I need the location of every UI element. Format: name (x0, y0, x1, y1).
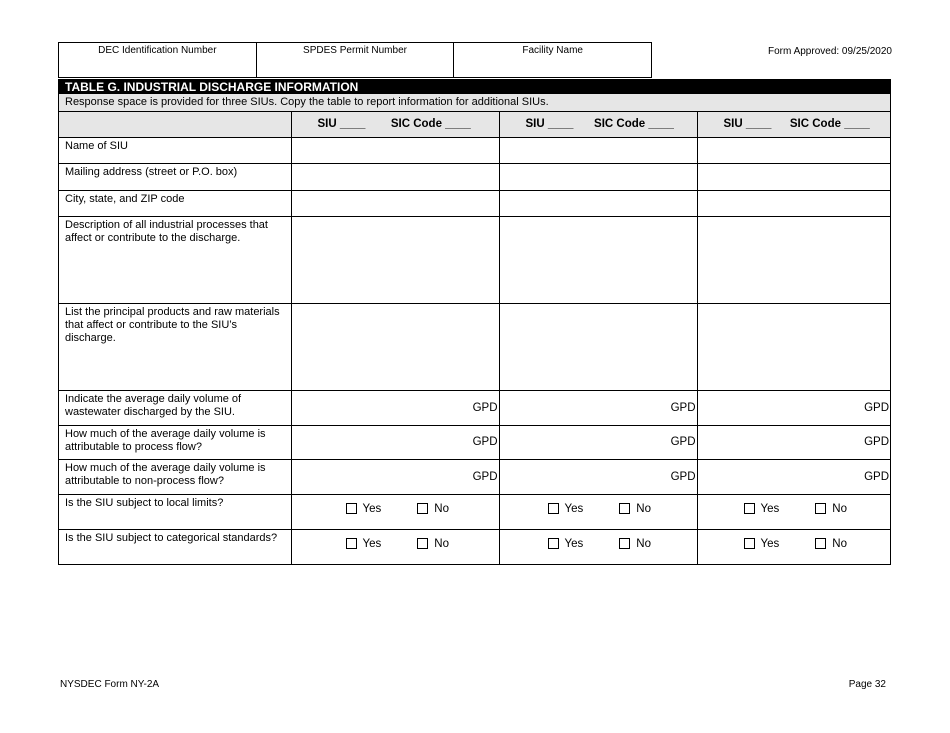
label-products: List the principal products and raw materials that affect or contribute to the SIU’s discharge. (59, 303, 291, 390)
siu-3-avg-volume-input[interactable] (697, 390, 890, 425)
siu-1-avg-volume-input[interactable] (291, 390, 499, 425)
gpd-unit: GPD (670, 470, 696, 483)
checkbox-icon (744, 538, 755, 549)
siu-2-label: SIU ____ (525, 118, 574, 131)
checkbox-icon (619, 538, 630, 549)
no-label: No (434, 537, 449, 550)
row-process-flow (59, 425, 890, 459)
facility-name-label: Facility Name (522, 45, 583, 56)
checkbox-icon (346, 503, 357, 514)
row-nonprocess-flow (59, 459, 890, 494)
sic-1-label: SIC Code ____ (390, 118, 471, 131)
row-local-limits (59, 494, 890, 529)
label-categorical: Is the SIU subject to categorical standards? (59, 529, 291, 564)
dec-id-field[interactable] (59, 43, 257, 77)
no-checkbox[interactable] (815, 503, 847, 515)
no-checkbox[interactable] (417, 538, 449, 550)
form-approved-date: Form Approved: 09/25/2020 (768, 46, 892, 57)
form-number: NYSDEC Form NY-2A (60, 679, 160, 690)
siu-3-name-input[interactable] (697, 137, 890, 163)
facility-name-field[interactable] (454, 43, 651, 77)
yes-label: Yes (362, 537, 382, 550)
gpd-unit: GPD (472, 436, 498, 448)
no-checkbox[interactable] (619, 503, 651, 515)
no-label: No (832, 502, 847, 515)
label-description: Description of all industrial processes that affect or contribute to the discharge. (59, 216, 291, 303)
gpd-unit: GPD (670, 436, 696, 448)
checkbox-icon (815, 503, 826, 514)
label-name: Name of SIU (59, 137, 291, 163)
siu-2-mailing-input[interactable] (499, 163, 697, 190)
siu-3-local-limits (697, 494, 890, 529)
yes-label: Yes (760, 537, 780, 550)
yes-label: Yes (760, 502, 780, 515)
label-avg-volume: Indicate the average daily volume of wastewater discharged by the SIU. (59, 390, 291, 425)
label-mailing: Mailing address (street or P.O. box) (59, 163, 291, 190)
yes-label: Yes (564, 537, 584, 550)
yes-checkbox[interactable] (548, 503, 584, 515)
siu-2-description-input[interactable] (499, 216, 697, 303)
blank-header (59, 112, 291, 137)
sic-2-label: SIC Code ____ (594, 118, 674, 131)
siu-1-name-input[interactable] (291, 137, 499, 163)
no-label: No (832, 537, 847, 550)
siu-1-description-input[interactable] (291, 216, 499, 303)
row-products (59, 303, 890, 390)
siu-2-products-input[interactable] (499, 303, 697, 390)
siu-1-nonprocess-flow-input[interactable] (291, 459, 499, 494)
yes-checkbox[interactable] (346, 538, 382, 550)
yes-checkbox[interactable] (548, 538, 584, 550)
siu-1-local-limits (291, 494, 499, 529)
label-process-flow: How much of the average daily volume is attributable to process flow? (59, 425, 291, 459)
yes-label: Yes (362, 502, 382, 515)
checkbox-icon (346, 538, 357, 549)
siu-2-local-limits (499, 494, 697, 529)
siu-2-process-flow-input[interactable] (499, 425, 697, 459)
header-fields (58, 42, 652, 78)
gpd-unit: GPD (864, 401, 889, 414)
no-label: No (434, 502, 449, 515)
no-checkbox[interactable] (417, 503, 449, 515)
row-city (59, 190, 890, 216)
row-mailing (59, 163, 890, 190)
siu-1-products-input[interactable] (291, 303, 499, 390)
siu-3-city-input[interactable] (697, 190, 890, 216)
yes-checkbox[interactable] (346, 503, 382, 515)
no-label: No (636, 502, 651, 515)
siu-3-mailing-input[interactable] (697, 163, 890, 190)
spdes-permit-label: SPDES Permit Number (303, 45, 407, 56)
checkbox-icon (417, 503, 428, 514)
checkbox-icon (548, 503, 559, 514)
siu-3-label: SIU ____ (723, 118, 772, 131)
siu-1-process-flow-input[interactable] (291, 425, 499, 459)
label-nonprocess-flow: How much of the average daily volume is attributable to non-process flow? (59, 459, 291, 494)
gpd-unit: GPD (864, 470, 889, 483)
table-title: TABLE G. INDUSTRIAL DISCHARGE INFORMATION (59, 79, 890, 94)
yes-checkbox[interactable] (744, 538, 780, 550)
checkbox-icon (744, 503, 755, 514)
gpd-unit: GPD (864, 436, 889, 448)
page-number: Page 32 (848, 679, 886, 690)
siu-3-header (697, 112, 890, 137)
table-note: Response space is provided for three SIUs. Copy the table to report information for additional SIUs. (59, 94, 890, 112)
siu-2-avg-volume-input[interactable] (499, 390, 697, 425)
siu-1-categorical (291, 529, 499, 564)
siu-1-mailing-input[interactable] (291, 163, 499, 190)
row-categorical (59, 529, 890, 564)
checkbox-icon (619, 503, 630, 514)
checkbox-icon (417, 538, 428, 549)
row-description (59, 216, 890, 303)
siu-2-name-input[interactable] (499, 137, 697, 163)
yes-checkbox[interactable] (744, 503, 780, 515)
gpd-unit: GPD (670, 401, 696, 414)
spdes-permit-field[interactable] (257, 43, 455, 77)
gpd-unit: GPD (472, 401, 498, 414)
siu-1-label: SIU ____ (317, 118, 366, 131)
gpd-unit: GPD (472, 470, 498, 483)
siu-2-city-input[interactable] (499, 190, 697, 216)
siu-2-nonprocess-flow-input[interactable] (499, 459, 697, 494)
siu-3-description-input[interactable] (697, 216, 890, 303)
siu-table (59, 112, 890, 564)
row-name (59, 137, 890, 163)
checkbox-icon (548, 538, 559, 549)
column-header-row (59, 112, 890, 137)
no-label: No (636, 537, 651, 550)
checkbox-icon (815, 538, 826, 549)
siu-3-products-input[interactable] (697, 303, 890, 390)
siu-3-nonprocess-flow-input[interactable] (697, 459, 890, 494)
no-checkbox[interactable] (619, 538, 651, 550)
siu-1-city-input[interactable] (291, 190, 499, 216)
siu-3-process-flow-input[interactable] (697, 425, 890, 459)
siu-3-categorical (697, 529, 890, 564)
table-g (58, 79, 891, 565)
siu-2-categorical (499, 529, 697, 564)
label-city: City, state, and ZIP code (59, 190, 291, 216)
no-checkbox[interactable] (815, 538, 847, 550)
dec-id-label: DEC Identification Number (98, 45, 217, 56)
label-local-limits: Is the SIU subject to local limits? (59, 494, 291, 529)
yes-label: Yes (564, 502, 584, 515)
siu-1-header (291, 112, 499, 137)
sic-3-label: SIC Code ____ (789, 118, 870, 131)
siu-2-header (499, 112, 697, 137)
row-avg-volume (59, 390, 890, 425)
